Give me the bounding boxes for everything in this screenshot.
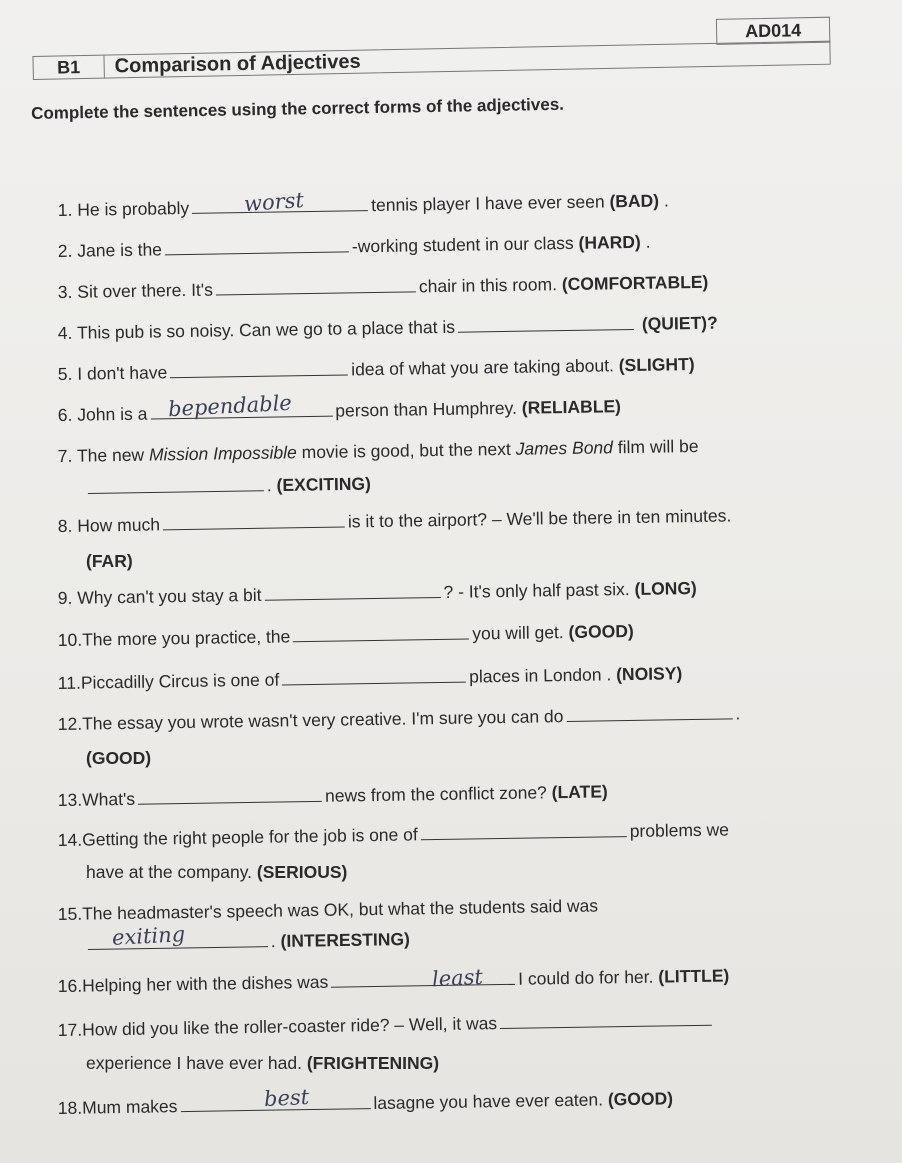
answer-blank-16[interactable] [331, 983, 515, 988]
exercise-item-17: 17.How did you like the roller-coaster ride? – Well, it was [58, 1010, 716, 1041]
exercise-item-5: 5. I don't have idea of what you are taking about. (SLIGHT) [57, 353, 695, 385]
exercise-item-13: 13.What's news from the conflict zone? (LATE) [57, 781, 608, 811]
exercise-item-15-cont: . (INTERESTING) [88, 929, 410, 955]
exercise-item-9: 9. Why can't you stay a bit ? - It's only half past six. (LONG) [57, 577, 697, 609]
answer-blank-12[interactable] [566, 717, 732, 722]
exercise-item-8: 8. How much is it to the airport? – We'll be there in ten minutes. [57, 505, 732, 537]
exercise-item-10: 10.The more you practice, the you will get. (GOOD) [57, 620, 634, 651]
exercise-item-14: 14.Getting the right people for the job is one of problems we [57, 819, 730, 851]
exercise-item-17-cont: experience I have ever had. (FRIGHTENING) [86, 1053, 440, 1073]
handwritten-answer-6: bependable [167, 390, 293, 422]
answer-blank-11[interactable] [282, 681, 466, 686]
worksheet-title: Comparison of Adjectives [114, 50, 361, 77]
answer-blank-10[interactable] [293, 638, 469, 643]
exercise-item-1: 1. He is probably tennis player I have ever seen (BAD) . [57, 190, 669, 221]
exercise-item-18: 18.Mum makes lasagne you have ever eaten. (GOOD) [57, 1088, 674, 1119]
handwritten-answer-16: least [431, 964, 484, 992]
exercise-item-12: 12.The essay you wrote wasn't very creative. I'm sure you can do . [57, 703, 741, 735]
unit-label: B1 [33, 56, 104, 79]
answer-blank-7[interactable] [88, 489, 264, 494]
worksheet-code: AD014 [716, 17, 830, 45]
exercise-item-11: 11.Piccadilly Circus is one of places in London . (NOISY) [57, 663, 683, 694]
answer-blank-13[interactable] [138, 800, 322, 805]
answer-blank-14[interactable] [421, 835, 627, 840]
answer-blank-8[interactable] [163, 525, 345, 530]
answer-blank-5[interactable] [170, 373, 348, 378]
exercise-item-7-cont: . (EXCITING) [88, 474, 371, 499]
title-row [32, 41, 830, 80]
header-box [32, 17, 831, 78]
exercise-item-2: 2. Jane is the -working student in our class (HARD) . [57, 231, 651, 262]
answer-blank-9[interactable] [265, 596, 441, 601]
exercise-item-6: 6. John is a person than Humphrey. (RELIABLE) [57, 396, 622, 426]
handwritten-answer-18: best [263, 1084, 310, 1112]
instruction: Complete the sentences using the correct forms of the adjectives. [31, 94, 565, 123]
exercise-item-4: 4. This pub is so noisy. Can we go to a place that is (QUIET)? [57, 312, 718, 344]
exercise-item-7: 7. The new Mission Impossible movie is good, but the next James Bond film will be [57, 435, 699, 467]
answer-blank-2[interactable] [165, 250, 349, 255]
exercise-item-15: 15.The headmaster's speech was OK, but what the students said was [57, 895, 599, 925]
answer-blank-17[interactable] [500, 1024, 712, 1029]
answer-blank-3[interactable] [216, 290, 416, 295]
handwritten-answer-15: exiting [111, 922, 186, 950]
exercise-item-14-cont: have at the company. (SERIOUS) [86, 862, 348, 882]
exercise-item-3: 3. Sit over there. It's chair in this room. (COMFORTABLE) [57, 271, 709, 303]
answer-blank-4[interactable] [458, 328, 634, 333]
exercise-item-12-hint: (GOOD) [86, 748, 152, 768]
exercise-item-16: 16.Helping her with the dishes was I could do for her. (LITTLE) [57, 965, 730, 997]
handwritten-answer-1: worst [243, 187, 305, 217]
exercise-item-8-hint: (FAR) [86, 551, 133, 571]
